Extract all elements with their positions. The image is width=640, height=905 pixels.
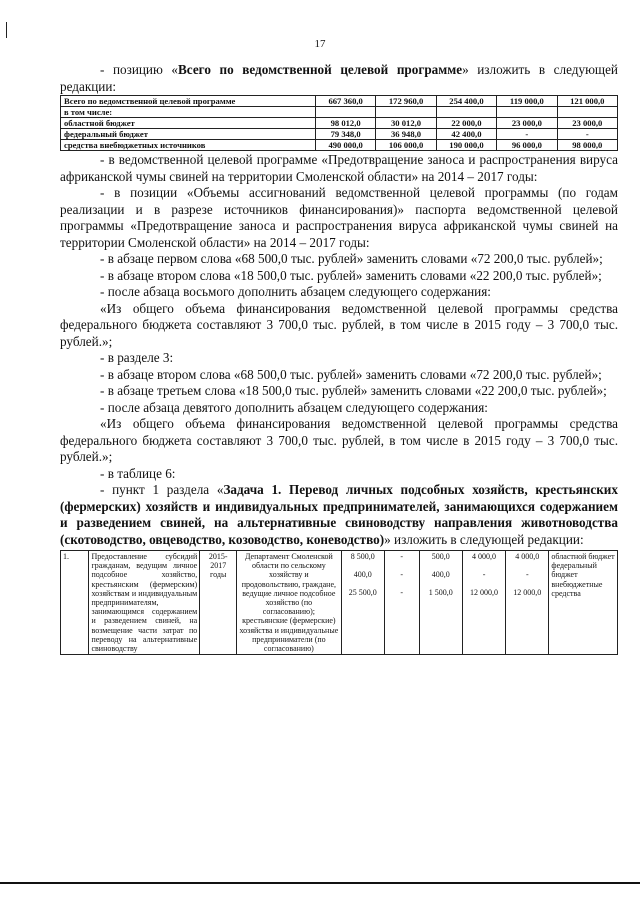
table-row — [61, 107, 618, 118]
task-prefix: - пункт 1 раздела « — [100, 482, 224, 497]
paragraph-3: - в абзаце втором слова «18 500,0 тыс. рублей» заменить словами «22 200,0 тыс. рублей»; — [100, 267, 602, 283]
paragraph-2: - в абзаце первом слова «68 500,0 тыс. рублей» заменить словами «72 200,0 тыс. рублей»; — [100, 251, 603, 266]
cell-v3: 22 000,0 — [436, 118, 496, 129]
col-2015 — [419, 551, 462, 655]
table-row — [61, 551, 618, 655]
row-label: федеральный бюджет — [61, 129, 316, 140]
cell-v2: 172 960,0 — [376, 96, 436, 107]
paragraph-4: - после абзаца восьмого дополнить абзацем следующего содержания: — [100, 284, 491, 299]
col-2014 — [384, 551, 419, 655]
col-sources — [549, 551, 618, 655]
cell-v3: 42 400,0 — [436, 129, 496, 140]
cell-v2: 36 948,0 — [376, 129, 436, 140]
cell-v4: 23 000,0 — [497, 118, 557, 129]
cell-v1: 79 348,0 — [315, 129, 375, 140]
scan-mark — [6, 22, 7, 38]
paragraph-6: - в разделе 3: — [100, 350, 174, 365]
row-label: Всего по ведомственной целевой программе — [61, 96, 316, 107]
cell-v5: - — [557, 129, 617, 140]
paragraph-11: - в таблице 6: — [100, 465, 176, 481]
bottom-rule — [0, 882, 640, 884]
intro-bold: Всего по ведомственной целевой программе — [178, 62, 463, 77]
source-extrabudgetary: внебюджетные средства — [551, 579, 603, 598]
task-title: Задача 1. Перевод личных подсобных хозяйств, крестьянских (фермерских) хозяйств и индивидуальных предпринимателей, занимающихся содержанием и разведением свиней, на альтернативные свиноводству направления животноводства (скотоводство, овцеводство, козоводство, коневодство) — [60, 482, 618, 547]
col-2016 — [462, 551, 505, 655]
cell-v3 — [436, 107, 496, 118]
paragraph-8: - в абзаце третьем слова «18 500,0 тыс. рублей» заменить словами «22 200,0 тыс. рублей»; — [100, 383, 607, 398]
cell-total-2: 25 500,0 — [348, 588, 377, 598]
cell-v1 — [315, 107, 375, 118]
cell-v2: 30 012,0 — [376, 118, 436, 129]
cell-2014-2: - — [400, 588, 404, 598]
cell-2015-1: 400,0 — [431, 570, 450, 580]
paragraph-10: «Из общего объема финансирования ведомственной целевой программы средства федерального бюджета составляют 3 700,0 тыс. рублей, в том числе в 2015 году – 3 700,0 тыс. рублей.»; — [60, 416, 618, 464]
row-label: в том числе: — [61, 107, 316, 118]
cell-v1: 98 012,0 — [315, 118, 375, 129]
cell-v2 — [376, 107, 436, 118]
cell-v5: 23 000,0 — [557, 118, 617, 129]
intro-paragraph: - позицию «Всего по ведомственной целевой программе» изложить в следующей редакции: — [60, 62, 618, 94]
paragraph-9: - после абзаца девятого дополнить абзацем следующего содержания: — [100, 399, 488, 415]
table-row — [61, 118, 618, 129]
source-regional: областной бюджет — [551, 552, 615, 561]
cell-v5 — [557, 107, 617, 118]
row-label: областной бюджет — [61, 118, 316, 129]
paragraph-0: - в ведомственной целевой программе «Предотвращение заноса и распространения вируса африканской чумы свиней на территории Смоленской области» на 2014 – 2017 годы: — [60, 152, 618, 184]
row-description: Предоставление субсидий гражданам, ведущим личное подсобное хозяйство, крестьянским (фермерским) хозяйствам и индивидуальным предпринимателям, занимающимся содержанием и разведением свиней, на возмещение части затрат по переводу на альтернативные свиноводству — [89, 551, 200, 655]
document-body — [60, 62, 618, 655]
program-total-table — [60, 95, 618, 151]
table-6 — [60, 550, 618, 655]
cell-2016-2: 12 000,0 — [470, 588, 499, 598]
cell-total-0: 8 500,0 — [350, 552, 375, 561]
cell-2017-1: - — [525, 570, 529, 580]
table-row — [61, 96, 618, 107]
paragraph-7: - в абзаце втором слова «68 500,0 тыс. рублей» заменить словами «72 200,0 тыс. рублей»; — [100, 366, 602, 382]
cell-2017-0: 4 000,0 — [515, 552, 540, 561]
cell-2014-1: - — [400, 570, 404, 580]
cell-v3: 190 000,0 — [436, 140, 496, 151]
cell-v4: 119 000,0 — [497, 96, 557, 107]
task-suffix: » изложить в следующей редакции: — [384, 531, 584, 547]
col-total — [341, 551, 384, 655]
cell-v5: 121 000,0 — [557, 96, 617, 107]
cell-v5: 98 000,0 — [557, 140, 617, 151]
cell-total-1: 400,0 — [353, 570, 372, 580]
cell-v2: 106 000,0 — [376, 140, 436, 151]
cell-2017-2: 12 000,0 — [513, 588, 542, 598]
row-label: средства внебюджетных источников — [61, 140, 316, 151]
cell-2014-0: - — [400, 552, 404, 561]
cell-v4: - — [497, 129, 557, 140]
cell-v1: 490 000,0 — [315, 140, 375, 151]
cell-v4 — [497, 107, 557, 118]
cell-2015-0: 500,0 — [431, 552, 450, 561]
paragraph-5: «Из общего объема финансирования ведомственной целевой программы средства федерального бюджета составляют 3 700,0 тыс. рублей, в том числе в 2015 году – 3 700,0 тыс. рублей.»; — [60, 300, 618, 349]
source-federal: федеральный бюджет — [551, 561, 597, 580]
task-paragraph — [60, 482, 618, 548]
cell-2016-0: 4 000,0 — [472, 552, 497, 561]
cell-2015-2: 1 500,0 — [428, 588, 453, 598]
cell-v4: 96 000,0 — [497, 140, 557, 151]
row-executor: Департамент Смоленской области по сельскому хозяйству и продовольствию, граждане, ведущие личное подсобное хозяйство (по согласованию); крестьянские (фермерские) хозяйства и индивидуальные предприниматели (по согласованию) — [237, 551, 341, 655]
page-number: 17 — [314, 38, 326, 50]
table-row — [61, 140, 618, 151]
cell-2016-1: - — [482, 570, 486, 580]
cell-v3: 254 400,0 — [436, 96, 496, 107]
table-row — [61, 129, 618, 140]
cell-v1: 667 360,0 — [315, 96, 375, 107]
row-period: 2015-2017 годы — [200, 551, 237, 655]
paragraph-1: - в позиции «Объемы ассигнований ведомственной целевой программы (по годам реализации и в разрезе источников финансирования)» паспорта ведомственной целевой программы «Предотвращение заноса и распространения вируса африканской чумы свиней на территории Смоленской области» на 2014 – 2017 годы: — [60, 185, 618, 250]
col-2017 — [506, 551, 549, 655]
row-number: 1. — [61, 551, 89, 655]
